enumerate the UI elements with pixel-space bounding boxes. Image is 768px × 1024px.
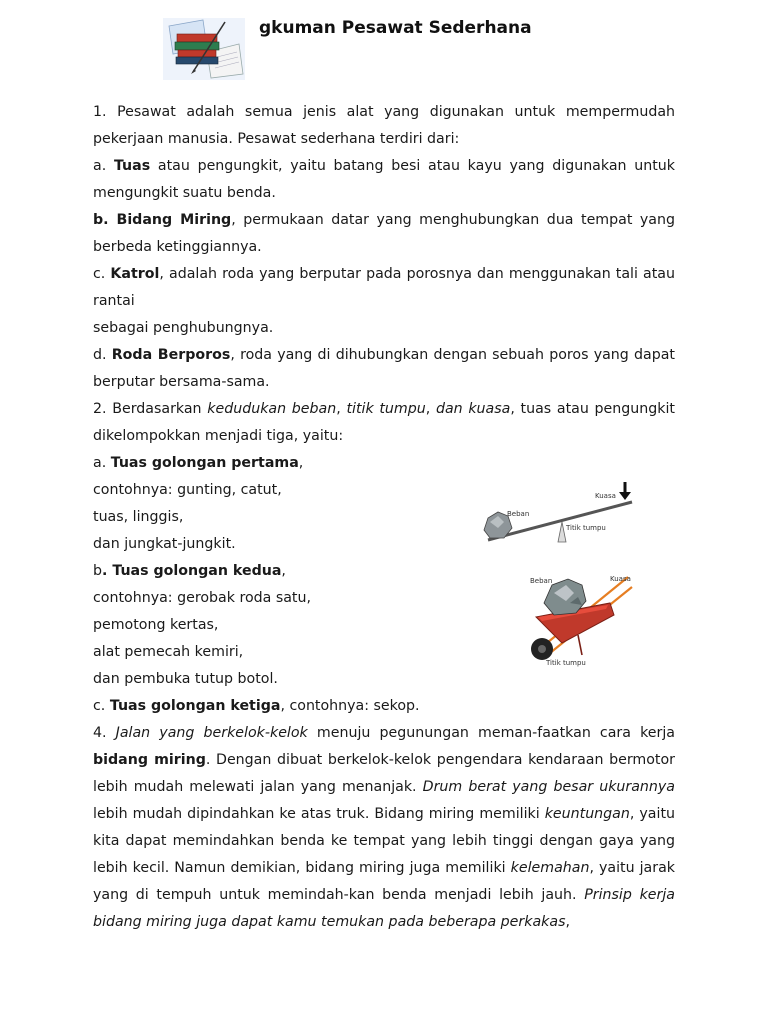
number: 1. [93, 104, 118, 120]
term: Bidang Miring [116, 212, 232, 228]
text: , adalah roda yang berputar pada porosnya dan menggunakan tali atau rantai [93, 266, 675, 309]
term: Katrol [110, 266, 160, 282]
text: . Dengan dibuat berkelok-kelok pengendara kendaraan bermotor lebih mudah melewati jalan yang menanjak. [93, 752, 675, 795]
group-3-heading [93, 693, 675, 720]
text: atau pengungkit, yaitu batang besi atau kayu yang digunakan untuk mengungkit suatu benda. [93, 158, 676, 201]
suffix: , contohnya: sekop. [280, 698, 420, 714]
italic-text: kedudukan beban [207, 401, 337, 417]
page-title: gkuman Pesawat Sederhana [259, 18, 532, 38]
prefix: b [93, 563, 103, 579]
text: , roda yang di dihubungkan dengan sebuah poros yang dapat berputar bersama-sama. [93, 347, 675, 390]
wheel-icon [531, 638, 553, 660]
term: Tuas golongan pertama [110, 455, 299, 471]
group-1-line: tuas, linggis, [93, 509, 184, 525]
label-kuasa: Kuasa [610, 575, 631, 583]
wheelbarrow-figure [522, 573, 634, 668]
prefix: d. [93, 347, 112, 363]
group-2-line: contohnya: gerobak roda satu, [93, 590, 312, 606]
item-tuas [93, 153, 675, 207]
italic-text: kelemahan [510, 860, 590, 876]
text: menuju pegunungan meman-faatkan cara kerja [307, 725, 675, 741]
label-kuasa: Kuasa [595, 492, 616, 500]
label-beban: Beban [507, 510, 530, 518]
label-titik-tumpu: Titik tumpu [566, 524, 606, 532]
text: , [565, 914, 570, 930]
italic-text: Prinsip kerja bidang miring juga dapat kamu temukan pada beberapa perkakas [93, 887, 675, 930]
italic-text: titik tumpu [346, 401, 426, 417]
item-roda-berporos [93, 342, 675, 396]
group-2-line: dan pembuka tutup botol. [93, 671, 278, 687]
text: , yaitu jarak yang di tempuh untuk memindah-kan benda menjadi lebih jauh. [93, 860, 675, 903]
item-katrol-line2: sebagai penghubungnya. [93, 320, 274, 336]
label-beban: Beban [530, 577, 553, 585]
term: . Tuas golongan kedua [102, 563, 282, 579]
label-titik-tumpu: Titik tumpu [546, 659, 586, 667]
italic-text: Drum berat yang besar ukurannya [422, 779, 675, 795]
item-katrol [93, 261, 675, 315]
suffix: , [298, 455, 304, 471]
prefix: c. [93, 266, 111, 282]
text: , [425, 401, 436, 417]
italic-text: dan kuasa [435, 401, 511, 417]
prefix: a. [93, 158, 114, 174]
prefix: b. [93, 212, 117, 228]
italic-text: keuntungan [544, 806, 630, 822]
paragraph-4 [93, 720, 675, 936]
italic-text: Jalan yang berkelok-kelok [115, 725, 308, 741]
group-1-heading [93, 450, 675, 477]
text: , [336, 401, 347, 417]
group-1-line: contohnya: gunting, catut, [93, 482, 282, 498]
item-bidang-miring [93, 207, 675, 261]
prefix: a. [93, 455, 111, 471]
paragraph-text: Pesawat adalah semua jenis alat yang digunakan untuk mempermudah pekerjaan manusia. Pesawat sederhana terdiri dari: [93, 104, 676, 147]
text: , yaitu kita dapat memindahkan benda ke tempat yang lebih tinggi dengan gaya yang lebih kecil. Namun demikian, bidang miring juga memiliki [93, 806, 675, 876]
text: 2. Berdasarkan [93, 401, 208, 417]
group-2-line: alat pemecah kemiri, [93, 644, 244, 660]
paragraph-1 [93, 99, 675, 153]
text: lebih mudah dipindahkan ke atas truk. Bidang miring memiliki [93, 806, 545, 822]
group-2-line: pemotong kertas, [93, 617, 219, 633]
prefix: c. [93, 698, 110, 714]
books-clipart-icon [163, 18, 245, 80]
term: Tuas golongan ketiga [109, 698, 281, 714]
text: , permukaan datar yang menghubungkan dua tempat yang berbeda ketinggiannya. [93, 212, 675, 255]
bold-text: bidang miring [93, 752, 206, 768]
group-1-line: dan jungkat-jungkit. [93, 536, 236, 552]
text: 4. [93, 725, 116, 741]
text: , tuas atau pengungkit dikelompokkan menjadi tiga, yaitu: [93, 401, 675, 444]
suffix: , [281, 563, 286, 579]
paragraph-2 [93, 396, 675, 450]
down-arrow-icon [619, 482, 631, 500]
term: Tuas [113, 158, 151, 174]
lever-first-class-figure [478, 478, 636, 548]
term: Roda Berporos [111, 347, 231, 363]
